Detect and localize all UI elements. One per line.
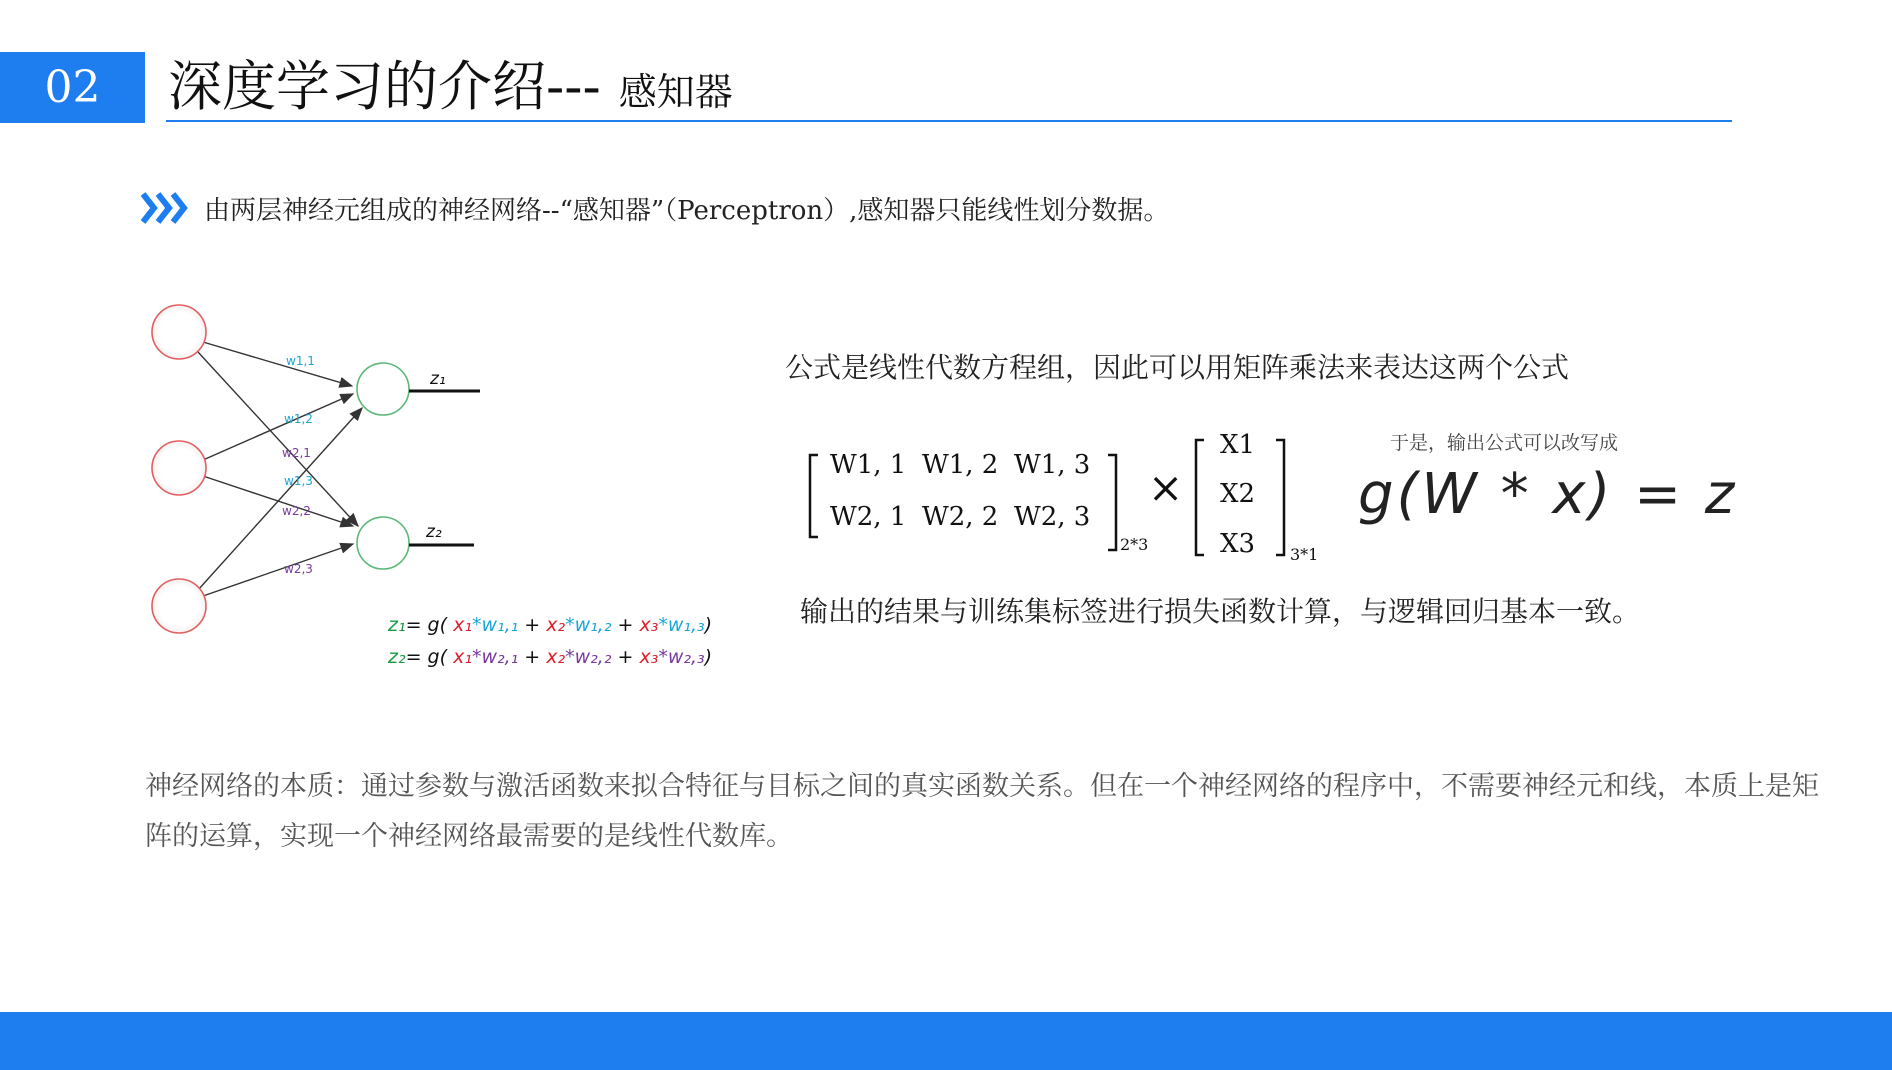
eq2-w3: *w₂,₃ — [658, 646, 705, 668]
equation-z1: z₁= g( x₁*w₁,₁ + x₂*w₁,₂ + x₃*w₁,₃) — [388, 614, 713, 636]
page-title-sub: 感知器 — [618, 70, 733, 114]
edge-x2-z1 — [203, 394, 353, 460]
intro-bullet-text: 由两层神经元组成的神经网络--“感知器”（Perceptron）,感知器只能线性划分数据。 — [204, 195, 1170, 226]
eq1-lhs: z₁ — [388, 614, 406, 636]
eq1-x3: x₃ — [639, 614, 659, 636]
times-sign: × — [1148, 463, 1184, 512]
eq2-w2: *w₂,₂ — [565, 646, 612, 668]
x-cell-3: X3 — [1220, 529, 1256, 559]
intro-bullet — [140, 188, 1169, 228]
eq1-w2: *w₁,₂ — [565, 614, 612, 636]
equation-z2: z₂= g( x₁*w₂,₁ + x₂*w₂,₂ + x₃*w₂,₃) — [388, 646, 713, 668]
rewrite-note: 于是，输出公式可以改写成 — [1390, 432, 1619, 454]
w-cell-1-1: W1, 1 — [830, 450, 907, 480]
w-cell-1-2: W1, 2 — [922, 450, 999, 480]
perceptron-diagram — [140, 290, 740, 690]
w-cell-1-3: W1, 3 — [1014, 450, 1091, 480]
x-cell-2: X2 — [1220, 479, 1256, 509]
output-label-z2: z₂ — [426, 522, 442, 542]
bottom-bar — [0, 1012, 1892, 1070]
w-cell-2-2: W2, 2 — [922, 502, 999, 532]
eq2-x2: x₂ — [546, 646, 566, 668]
title-underline — [166, 120, 1732, 122]
eq2-w1: *w₂,₁ — [471, 646, 519, 668]
eq2-x3: x₃ — [639, 646, 659, 668]
weight-label-w23: w2,3 — [284, 562, 313, 576]
eq1-x1: x₁ — [453, 614, 472, 636]
eq1-w3: *w₁,₃ — [658, 614, 705, 636]
output-node-2 — [357, 517, 409, 569]
matrix-equation — [800, 425, 1340, 565]
w-cell-2-3: W2, 3 — [1014, 502, 1091, 532]
input-node-3 — [152, 579, 206, 633]
input-node-2 — [152, 441, 206, 495]
page-title — [168, 44, 733, 121]
weight-label-w21: w2,1 — [282, 446, 311, 460]
w-cell-2-1: W2, 1 — [830, 502, 907, 532]
eq1-x2: x₂ — [546, 614, 566, 636]
weight-label-w12: w1,2 — [284, 412, 313, 426]
formula-caption: 公式是线性代数方程组，因此可以用矩阵乘法来表达这两个公式 — [785, 351, 1570, 384]
output-node-1 — [357, 363, 409, 415]
weight-label-w22: w2,2 — [282, 504, 311, 518]
result-text: 输出的结果与训练集标签进行损失函数计算，与逻辑回归基本一致。 — [800, 595, 1641, 628]
eq1-w1: *w₁,₁ — [471, 614, 519, 636]
x-cell-1: X1 — [1220, 430, 1256, 460]
page-title-main: 深度学习的介绍--- — [168, 55, 601, 118]
section-number-badge: 02 — [0, 52, 145, 123]
x-vector-size: 3*1 — [1290, 545, 1319, 564]
edge-x3-z2 — [203, 544, 353, 596]
input-node-1 — [152, 305, 206, 359]
output-label-z1: z₁ — [430, 369, 446, 389]
triple-chevron-right-icon — [140, 190, 190, 226]
eq2-lhs: z₂ — [388, 646, 406, 668]
weight-label-w11: w1,1 — [286, 354, 315, 368]
g-formula: g(W * x) = z — [1358, 462, 1738, 527]
weight-label-w13: w1,3 — [284, 474, 313, 488]
w-matrix-size: 2*3 — [1120, 535, 1149, 554]
edge-x1-z1 — [203, 342, 352, 386]
edge-x3-z1 — [198, 408, 362, 590]
eq2-x1: x₁ — [453, 646, 472, 668]
essence-paragraph: 神经网络的本质：通过参数与激活函数来拟合特征与目标之间的真实函数关系。但在一个神经网络的程序中，不需要神经元和线，本质上是矩阵的运算，实现一个神经网络最需要的是线性代数库。 — [145, 771, 1819, 852]
